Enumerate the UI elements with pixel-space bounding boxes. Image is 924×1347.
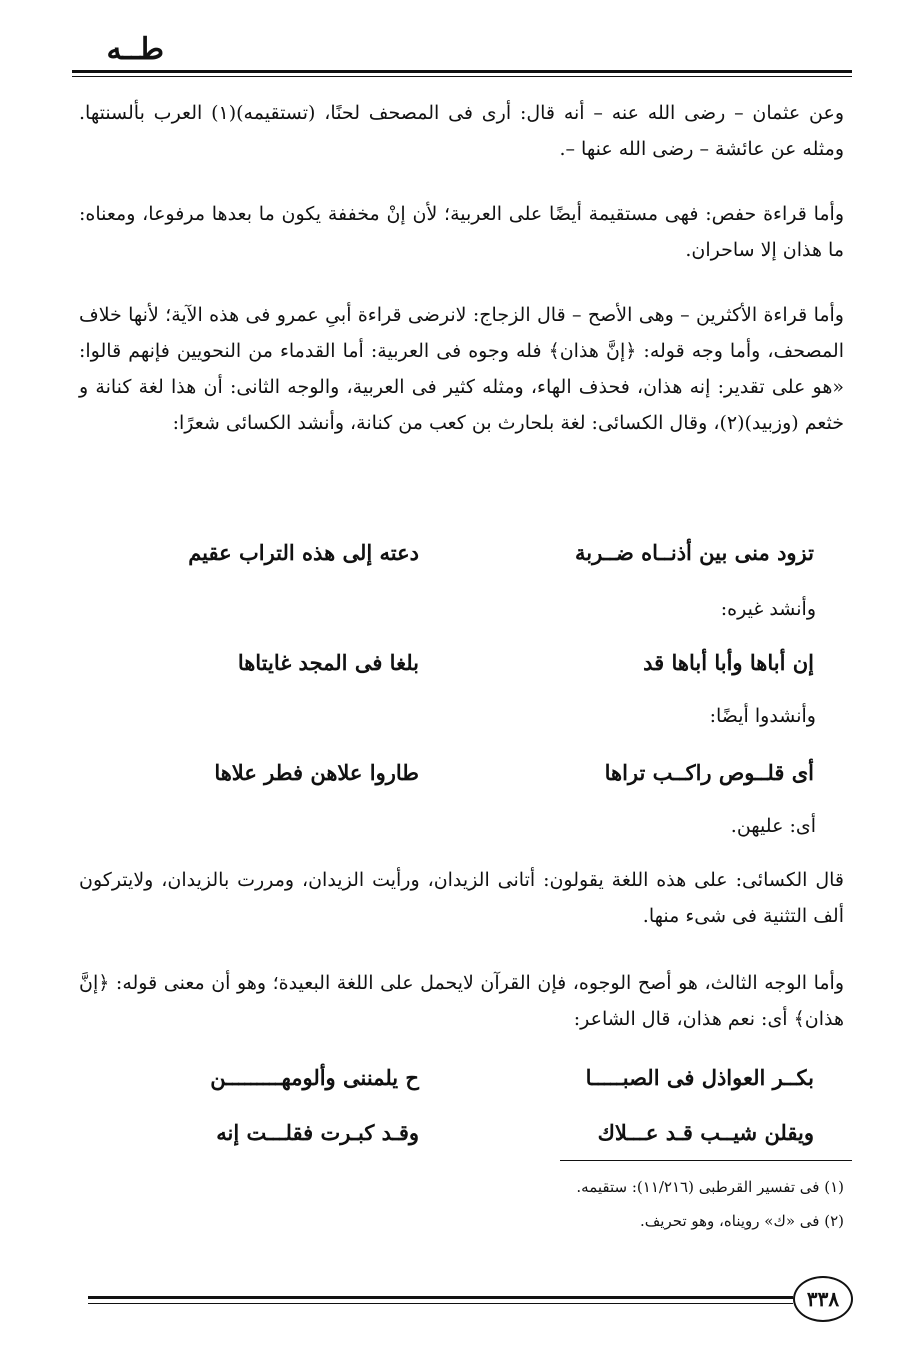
footnote-2: (٢) فى «ك» رويناه، وهو تحريف.	[640, 1212, 844, 1230]
verse-line-4	[79, 1065, 844, 1105]
verse-line-1	[79, 540, 844, 580]
paragraph-third-view: وأما الوجه الثالث، هو أصح الوجوه، فإن القرآن لايحمل على اللغة البعيدة؛ وهو أن معنى قوله: ﴿إنَّ هذان﴾ أى: نعم هذان، قال الشاعر:	[79, 972, 844, 1030]
verse-5-first-hemistich: ويقلن شيــب قـد عـــلاك	[597, 1120, 814, 1145]
verse-gloss: أى: عليهن.	[730, 815, 816, 837]
verse-3-second-hemistich: طاروا علاهن فطر علاها	[214, 760, 419, 785]
paragraph-majority: وأما قراءة الأكثرين – وهى الأصح – قال الزجاج: لانرضى قراءة أبىِ عمرو فى هذه الآية؛ لأنها خلاف المصحف، وأما وجه قوله: ﴿إنَّ هذان﴾ فله وجوه فى العربية: أما القدماء من النحويين فإنهم قالوا: «هو على تقدير: إنه هذان، فحذف الهاء، ومثله كثير فى العربية، والوجه الثانى: أن هذا لغة كنانة و خثعم (وزبيد)(٢)، وقال الكسائى: لغة بلحارث بن كعب من كنانة، وأنشد الكسائى شعرًا:	[79, 304, 844, 434]
verse-line-3	[79, 760, 844, 800]
verse-4-first-hemistich: بكــر العواذل فى الصبـــــا	[585, 1065, 814, 1090]
verse-2-second-hemistich: بلغا فى المجد غايتاها	[237, 650, 419, 675]
paragraph-hafs: وأما قراءة حفص: فهى مستقيمة أيضًا على العربية؛ لأن إنْ مخففة يكون ما بعدها مرفوعا، ومعناه: ما هذان إلا ساحران.	[79, 203, 844, 261]
footnote-1: (١) فى تفسير القرطبى (١١/٢١٦): ستقيمه.	[576, 1178, 844, 1196]
paragraph-uthman: وعن عثمان – رضى الله عنه – أنه قال: أرى فى المصحف لحنًا، (تستقيمه)(١) العرب بألسنتها. ومثله عن عائشة – رضى الله عنها –.	[79, 102, 844, 160]
paragraph-kisai: قال الكسائى: على هذه اللغة يقولون: أتانى الزيدان، ورأيت الزيدان، ومررت بالزيدان، ولايتركون ألف التثنية فى شىء منها.	[79, 869, 844, 927]
footer-rule-thin	[88, 1303, 793, 1304]
verse-1-first-hemistich: تزود منى بين أذنــاه ضــربة	[575, 540, 814, 565]
running-header-title: طــه	[106, 32, 164, 67]
verse-5-second-hemistich: وقـد كبـرت فقلـــت إنه	[216, 1120, 419, 1145]
verse-2-first-hemistich: إن أباها وأبا أباها قد	[643, 650, 814, 675]
page-number-badge: ٣٣٨	[793, 1276, 853, 1322]
footer-rule-thick	[88, 1296, 793, 1299]
header-rule-thick	[72, 70, 852, 73]
verse-4-second-hemistich: ح يلمننى وألومهـــــــــن	[210, 1065, 419, 1090]
verse-intro-2: وأنشدوا أيضًا:	[709, 705, 816, 727]
header-rule-thin	[72, 76, 852, 77]
verse-3-first-hemistich: أى قلــوص راكــب تراها	[604, 760, 814, 785]
verse-intro-1: وأنشد غيره:	[720, 598, 816, 620]
verse-line-5	[79, 1120, 844, 1160]
verse-line-2	[79, 650, 844, 690]
verse-1-second-hemistich: دعته إلى هذه التراب عقيم	[188, 540, 419, 565]
footnote-separator	[560, 1160, 852, 1161]
